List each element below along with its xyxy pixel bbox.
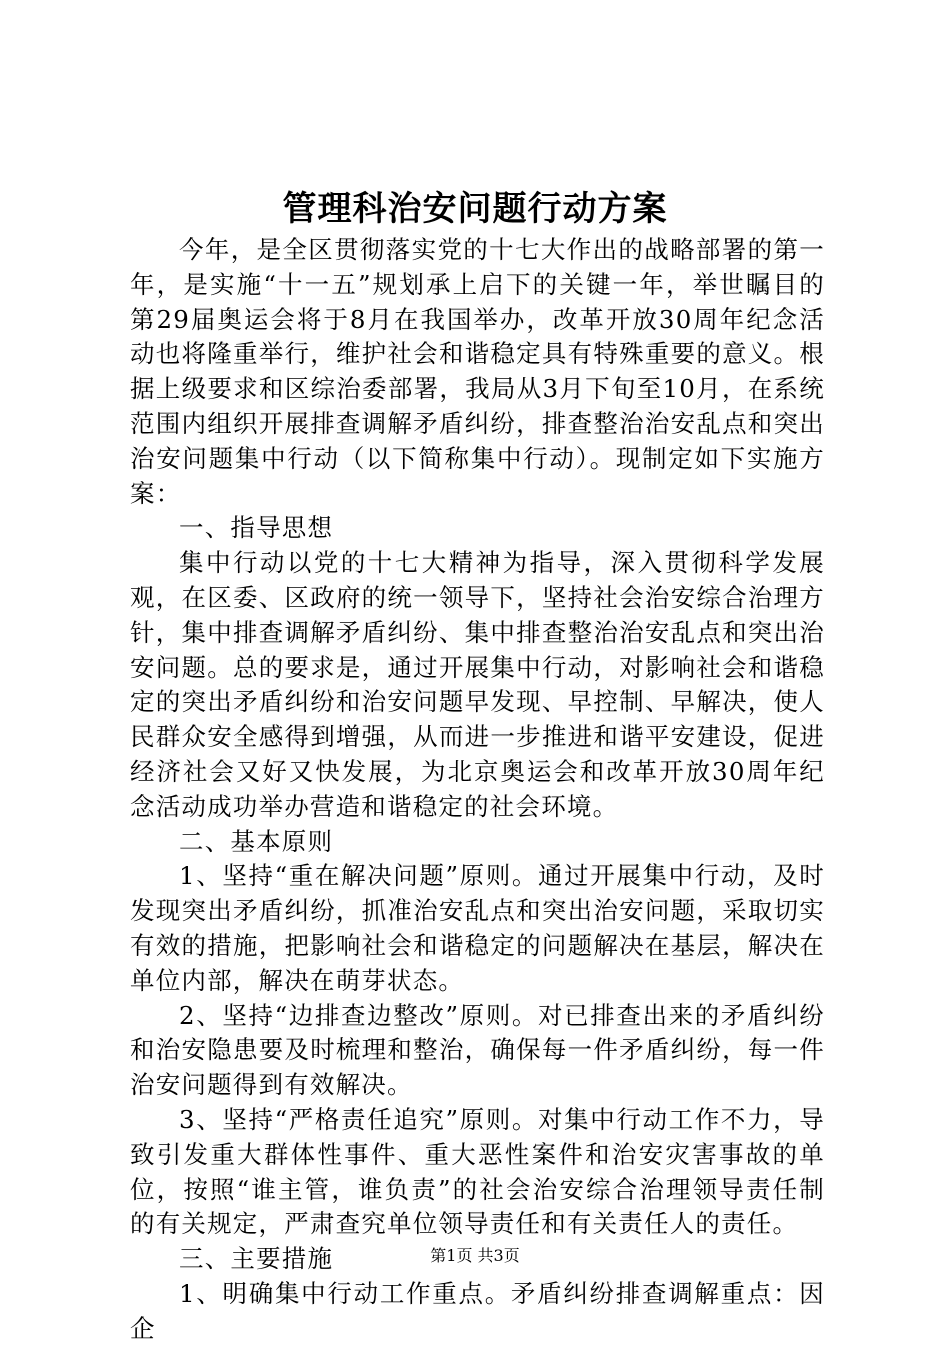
paragraph-measure-1: 1、明确集中行动工作重点。矛盾纠纷排查调解重点：因企 [130, 1278, 825, 1343]
paragraph-principle-3: 3、坚持“严格责任追究”原则。对集中行动工作不力，导致引发重大群体性事件、重大恶性案件和治安灾害事故的单位，按照“谁主管，谁负责”的社会治安综合治理领导责任制的有关规定，严肃查究单位领导责任和有关责任人的责任。 [130, 1104, 825, 1239]
page-footer: 第1页 共3页 [430, 1246, 520, 1265]
document-title: 管理科治安问题行动方案 [282, 189, 668, 229]
paragraph-principle-1: 1、坚持“重在解决问题”原则。通过开展集中行动，及时发现突出矛盾纠纷，抓准治安乱点和突出治安问题，采取切实有效的措施，把影响社会和谐稳定的问题解决在基层，解决在单位内部，解决在萌芽状态。 [130, 861, 825, 995]
section-heading-guiding-ideology: 一、指导思想 [179, 513, 334, 543]
section-heading-basic-principles: 二、基本原则 [179, 826, 334, 856]
document-body [130, 233, 825, 1347]
paragraph-guiding-ideology: 集中行动以党的十七大精神为指导，深入贯彻科学发展观，在区委、区政府的统一领导下，坚持社会治安综合治理方针，集中排查调解矛盾纠纷、集中排查整治治安乱点和突出治安问题。总的要求是，通过开展集中行动，对影响社会和谐稳定的突出矛盾纠纷和治安问题早发现、早控制、早解决，使人民群众安全感得到增强，从而进一步推进和谐平安建设，促进经济社会又好又快发展，为北京奥运会和改革开放30周年纪念活动成功举办营造和谐稳定的社会环境。 [130, 548, 825, 821]
paragraph-principle-2: 2、坚持“边排查边整改”原则。对已排查出来的矛盾纠纷和治安隐患要及时梳理和整治，确保每一件矛盾纠纷，每一件治安问题得到有效解决。 [130, 1000, 825, 1100]
paragraph-intro: 今年，是全区贯彻落实党的十七大作出的战略部署的第一年，是实施“十一五”规划承上启下的关键一年，举世瞩目的第29届奥运会将于8月在我国举办，改革开放30周年纪念活动也将隆重举行，维护社会和谐稳定具有特殊重要的意义。根据上级要求和区综治委部署，我局从3月下旬至10月，在系统范围内组织开展排查调解矛盾纠纷，排查整治治安乱点和突出治安问题集中行动（以下简称集中行动）。现制定如下实施方案： [130, 235, 825, 508]
section-heading-main-measures: 三、主要措施 [179, 1244, 334, 1274]
